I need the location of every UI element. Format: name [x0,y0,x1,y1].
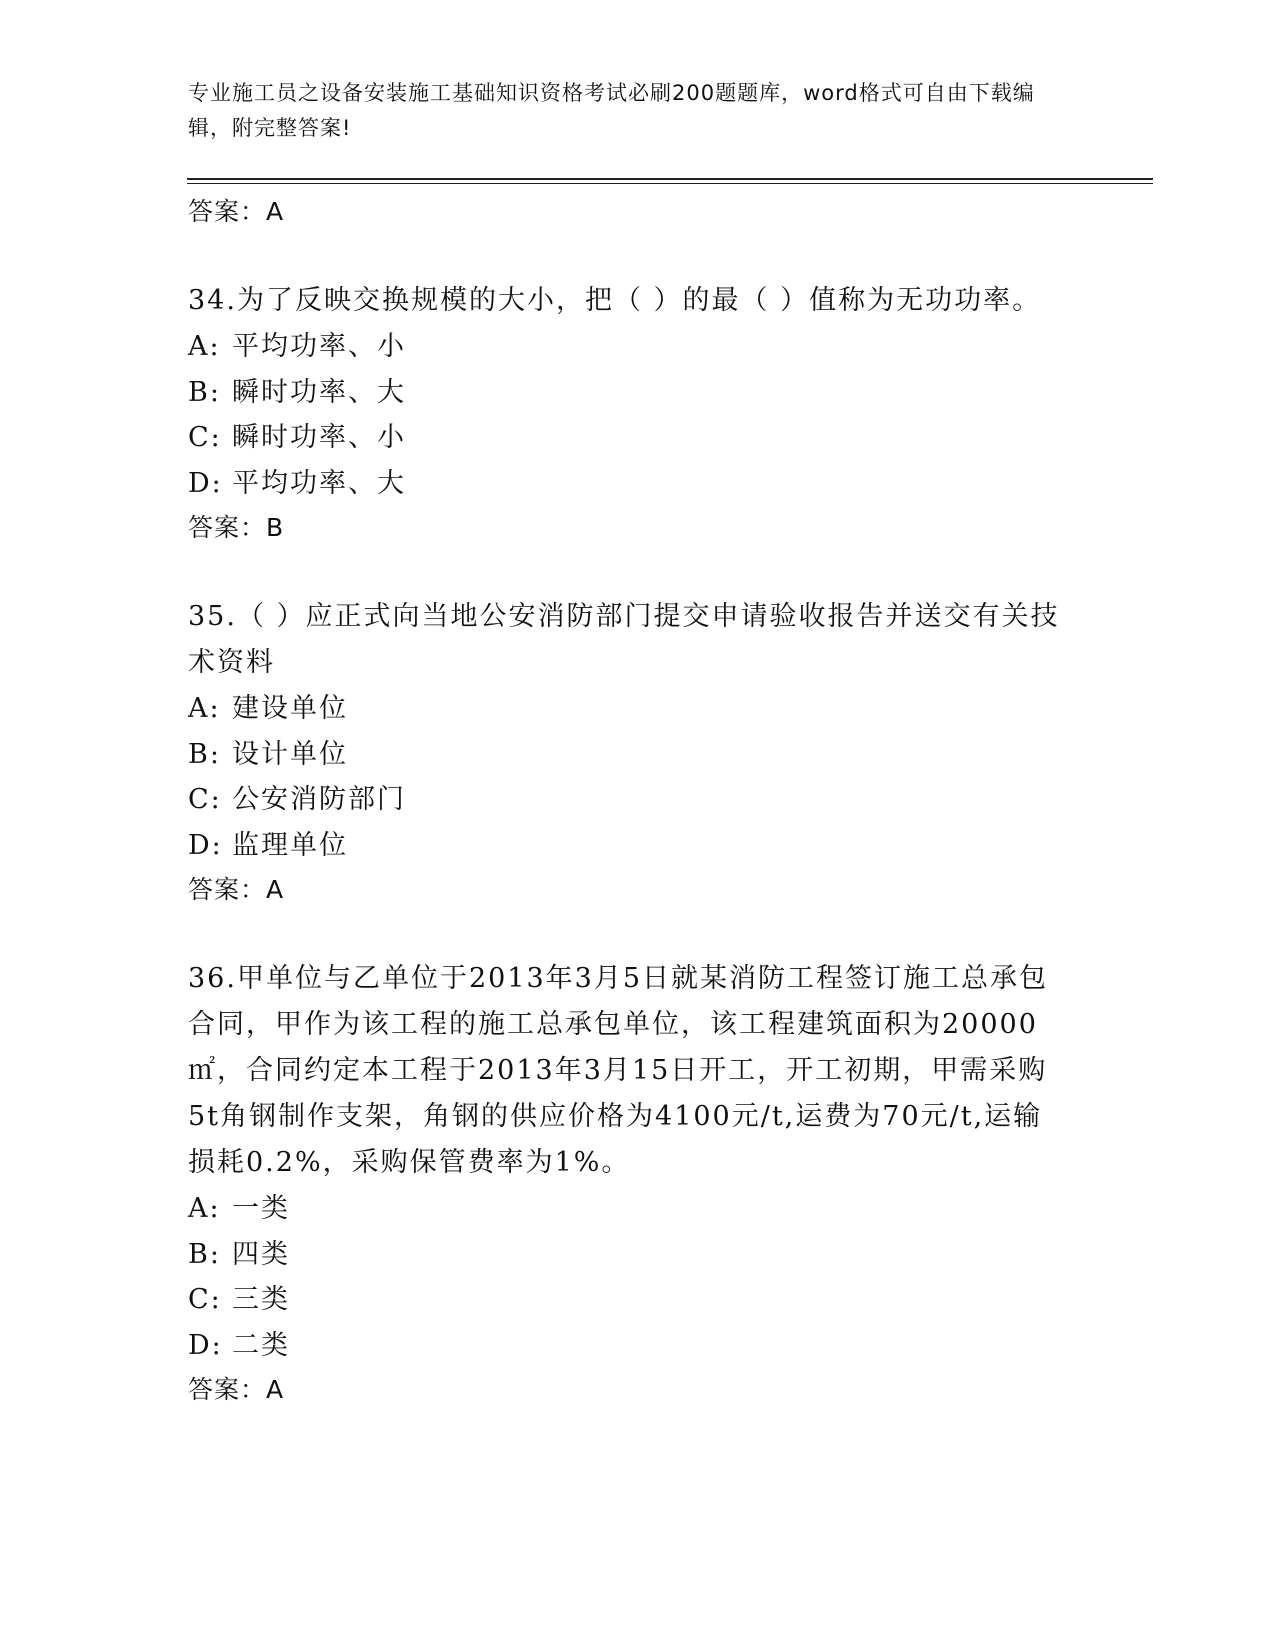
option-letter: A: [188,1193,221,1224]
option-text: 平均功率、小 [232,331,406,362]
option-a [188,1186,1088,1232]
option-d [188,461,1088,507]
header-divider-thick [187,178,1153,180]
option-letter: C: [188,422,222,453]
option-letter: B: [188,1238,221,1270]
header-divider-thin [187,183,1153,184]
option-b [188,732,1088,778]
option-text: 瞬时功率、小 [232,422,406,453]
option-letter: B: [188,376,221,408]
option-a [188,686,1088,732]
option-text: 二类 [232,1329,290,1361]
document-content [188,190,1088,1412]
question-text: 34.为了反映交换规模的大小，把（ ）的最（ ）值称为无功功率。 [188,285,1042,316]
question-block [188,594,1088,912]
option-letter: C: [188,1284,222,1315]
option-d [188,1323,1088,1369]
option-b [188,1232,1088,1278]
option-text: 监理单位 [232,829,348,861]
option-text: 公安消防部门 [232,784,406,815]
document-header: 专业施工员之设备安装施工基础知识资格考试必刷200题题库，word格式可自由下载编辑，附完整答案! [188,81,1035,140]
answer-label: 答案：A [188,197,285,226]
option-letter: B: [188,738,221,770]
option-letter: D: [188,1329,223,1361]
option-letter: A: [188,331,221,362]
option-letter: D: [188,829,223,861]
question-text: 36.甲单位与乙单位于2013年3月5日就某消防工程签订施工总承包合同，甲作为该工程的施工总承包单位，该工程建筑面积为20000㎡，合同约定本工程于2013年3月15日开工，开工初期，甲需采购5t角钢制作支架，角钢的供应价格为4100元/t,运费为70元/t,运输损耗0.2%，采购保管费率为1%。 [188,963,1049,1178]
option-text: 建设单位 [232,693,348,724]
option-a [188,324,1088,370]
answer-label: 答案：A [188,1375,285,1404]
question-block [188,956,1088,1412]
option-text: 三类 [232,1284,290,1315]
option-c [188,415,1088,461]
question-block [188,278,1088,550]
answer-label: 答案：B [188,513,285,542]
option-text: 一类 [232,1193,290,1224]
question-text: 35.（ ）应正式向当地公安消防部门提交申请验收报告并送交有关技术资料 [188,601,1060,678]
option-text: 设计单位 [232,738,348,770]
option-d [188,823,1088,869]
option-letter: A: [188,693,221,724]
option-c [188,1277,1088,1323]
option-b [188,370,1088,416]
option-letter: D: [188,467,223,499]
option-c [188,777,1088,823]
option-text: 平均功率、大 [232,467,406,499]
option-text: 瞬时功率、大 [232,376,406,408]
answer-label: 答案：A [188,875,285,904]
option-letter: C: [188,784,222,815]
option-text: 四类 [232,1238,290,1270]
